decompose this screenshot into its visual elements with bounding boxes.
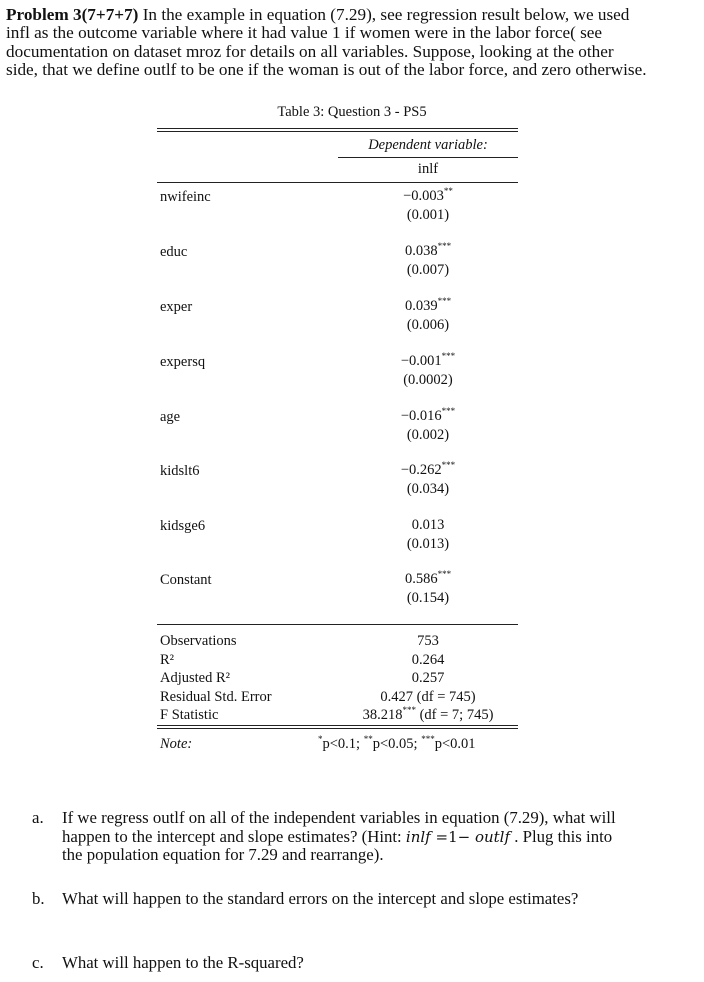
row-value-educ: 0.038*** (0.007) bbox=[404, 241, 452, 278]
f-statistic-label: F Statistic bbox=[160, 707, 219, 723]
math-outlf: outlf bbox=[474, 827, 511, 846]
observations-label: Observations bbox=[160, 633, 237, 649]
question-a-letter: a. bbox=[32, 808, 44, 827]
question-c-letter: c. bbox=[32, 953, 44, 972]
header-bottom-rule bbox=[157, 182, 518, 183]
row-label-exper: exper bbox=[160, 299, 193, 315]
table-bottom-rule-2 bbox=[157, 728, 518, 729]
problem-statement bbox=[6, 6, 696, 79]
dependent-variable-name: inlf bbox=[417, 161, 439, 177]
row-value-constant: 0.586*** (0.154) bbox=[404, 569, 452, 606]
problem-line-1: Problem 3(7+7+7) In the example in equation (7.29), see regression result below, we used bbox=[6, 5, 630, 24]
row-value-age: −0.016*** (0.002) bbox=[400, 406, 456, 443]
adjusted-r2-value: 0.257 bbox=[411, 670, 445, 686]
row-value-nwifeinc: −0.003** (0.001) bbox=[403, 186, 453, 223]
f-statistic-value: 38.218*** (df = 7; 745) bbox=[362, 705, 494, 723]
stats-labels bbox=[160, 632, 272, 725]
problem-label: Problem 3(7+7+7) bbox=[6, 5, 139, 24]
row-label-expersq: expersq bbox=[160, 354, 206, 370]
r2-label: R² bbox=[160, 651, 175, 668]
table-caption: Table 3: Question 3 - PS5 bbox=[277, 104, 427, 120]
observations-value: 753 bbox=[417, 633, 439, 649]
question-b-letter: b. bbox=[32, 889, 45, 908]
table-top-rule-2 bbox=[157, 131, 518, 132]
row-label-constant: Constant bbox=[160, 572, 212, 588]
problem-line-3: documentation on dataset mroz for details on all variables. Suppose, looking at the other bbox=[6, 41, 614, 61]
adjusted-r2-label: Adjusted R² bbox=[160, 670, 231, 686]
table-top-rule bbox=[157, 128, 518, 129]
row-value-kidslt6: −0.262*** (0.034) bbox=[400, 460, 456, 497]
row-label-age: age bbox=[160, 409, 181, 425]
row-label-nwifeinc: nwifeinc bbox=[160, 189, 211, 205]
problem-line-4: side, that we define outlf to be one if the woman is out of the labor force, and zero otherwise. bbox=[6, 59, 647, 79]
residual-std-error-label: Residual Std. Error bbox=[160, 688, 272, 705]
problem-line-2: infl as the outcome variable where it had value 1 if women were in the labor force( see bbox=[6, 23, 603, 43]
row-value-exper: 0.039*** (0.006) bbox=[404, 296, 452, 333]
question-b-text: What will happen to the standard errors on the intercept and slope estimates? bbox=[62, 889, 579, 908]
r2-value: 0.264 bbox=[411, 651, 445, 668]
note-label: Note: bbox=[160, 736, 193, 752]
dependent-variable-header: Dependent variable: bbox=[368, 137, 488, 153]
header-underline bbox=[338, 157, 518, 158]
stats-values bbox=[338, 632, 518, 725]
row-label-kidsge6: kidsge6 bbox=[160, 518, 206, 534]
question-c-text: What will happen to the R-squared? bbox=[62, 953, 304, 972]
row-value-kidsge6: 0.013 (0.013) bbox=[406, 517, 450, 552]
row-label-kidslt6: kidslt6 bbox=[160, 463, 200, 479]
math-inlf: inlf bbox=[405, 827, 431, 846]
stats-top-rule bbox=[157, 624, 518, 625]
question-a-text: If we regress outlf on all of the independent variables in equation (7.29), what will happen to the intercept and slope estimates? (Hint: inlf =1− outlf . Plug this into the population equation for 7.29 and rearrange). bbox=[62, 808, 616, 864]
significance-note: *p<0.1; **p<0.05; ***p<0.01 bbox=[318, 734, 476, 752]
row-label-educ: educ bbox=[160, 244, 188, 260]
table-bottom-rule bbox=[157, 725, 518, 726]
residual-std-error-value: 0.427 (df = 745) bbox=[380, 688, 476, 705]
row-value-expersq: −0.001*** (0.0002) bbox=[400, 351, 456, 388]
